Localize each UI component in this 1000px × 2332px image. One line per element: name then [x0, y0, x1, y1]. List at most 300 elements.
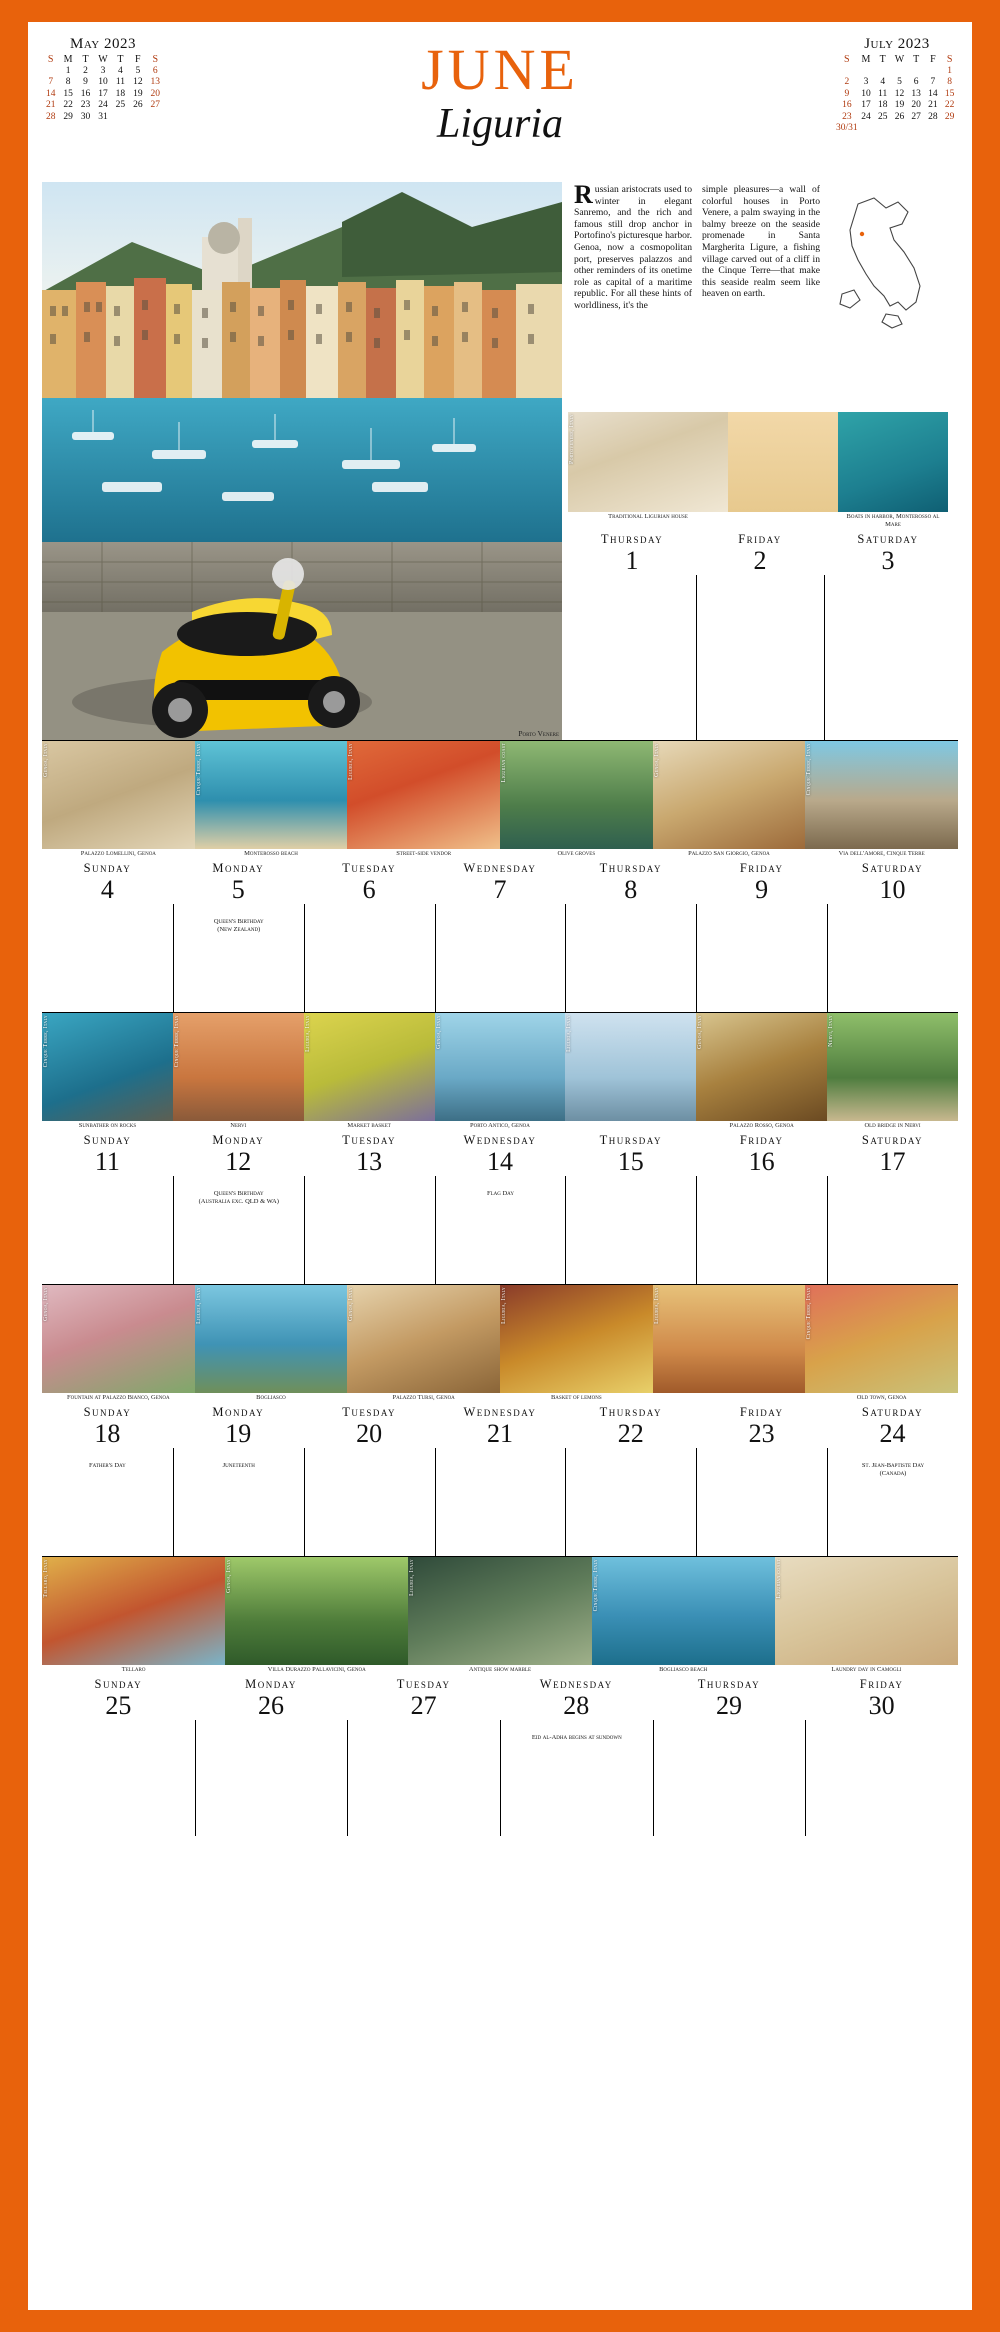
mini-cal-day: 30/31: [836, 123, 858, 133]
mini-cal-day: 16: [842, 100, 852, 110]
mini-cal-dow: W: [98, 54, 108, 65]
day-number[interactable]: 28: [563, 1691, 590, 1720]
day-note: Queen's Birthday (New Zealand): [213, 918, 264, 933]
intro-text-block: [568, 182, 958, 412]
photo-caption: Traditional Ligurian house: [608, 513, 688, 520]
photo-thumbnail: [42, 1013, 173, 1121]
week-4: [42, 1284, 958, 1556]
day-note: Eid al-Adha begins at sundown: [531, 1734, 622, 1741]
mini-cal-day: 28: [45, 111, 56, 122]
mini-cal-day: [874, 66, 891, 78]
day-number[interactable]: 9: [755, 875, 769, 904]
week-1-daygrid: [568, 575, 958, 740]
day-number[interactable]: 8: [624, 875, 638, 904]
photo-side-credit: Liguria, Italy: [304, 1015, 311, 1052]
mini-calendar-next-title: July 2023: [864, 36, 930, 52]
photo-thumbnail: [500, 741, 653, 849]
day-cell[interactable]: [568, 575, 696, 740]
day-name: Wednesday: [463, 1133, 537, 1147]
day-cell[interactable]: [827, 1448, 958, 1556]
photo-thumbnail: [568, 412, 728, 512]
day-cell[interactable]: [173, 1448, 304, 1556]
week-4-daygrid: [42, 1448, 958, 1556]
day-cell[interactable]: [827, 1176, 958, 1284]
photo-thumbnail: [565, 1013, 696, 1121]
week-4-photostrip: [42, 1285, 958, 1403]
mini-cal-week: [836, 77, 958, 89]
day-name: Wednesday: [463, 1405, 537, 1419]
mini-cal-day: 3: [100, 65, 106, 76]
photo-cell: [195, 1285, 348, 1403]
photo-side-credit: Portovenere, Italy: [569, 414, 575, 465]
day-name: Monday: [212, 1405, 265, 1419]
photo-caption: Palazzo Tursi, Genoa: [392, 1394, 455, 1401]
title-block: [164, 36, 836, 148]
mini-cal-day: [874, 123, 891, 135]
mini-cal-day: 20: [150, 88, 161, 99]
photo-cell: [435, 1013, 566, 1131]
mini-cal-day: [836, 66, 858, 78]
photo-side-credit: Ligurian coast: [500, 743, 507, 783]
mini-cal-week: [836, 66, 958, 78]
photo-side-credit: Cinque Terre, Italy: [806, 743, 813, 796]
day-name: Saturday: [861, 861, 924, 875]
calendar-header: [42, 32, 958, 180]
photo-caption: Basket of lemons: [550, 1394, 602, 1401]
day-name: Sunday: [83, 1133, 132, 1147]
mini-cal-day: 21: [45, 100, 56, 110]
photo-side-credit: Genoa, Italy: [435, 1015, 442, 1049]
intro-column-1: [574, 180, 692, 412]
day-cell[interactable]: [696, 904, 827, 1012]
mini-cal-day: 14: [928, 88, 938, 99]
mini-cal-day: 2: [844, 77, 850, 87]
day-cell[interactable]: [824, 575, 952, 740]
mini-cal-day: [908, 66, 925, 78]
mini-cal-day: 5: [897, 77, 902, 87]
mini-cal-week: [836, 123, 958, 135]
mini-cal-day: 9: [83, 77, 88, 87]
photo-cell: [408, 1557, 591, 1675]
photo-cell: [500, 741, 653, 859]
day-number[interactable]: 4: [100, 875, 114, 904]
mini-cal-dow: T: [879, 54, 886, 65]
photo-thumbnail: [592, 1557, 775, 1665]
mini-cal-dow: F: [135, 54, 141, 65]
hero-caption: Porto Venere: [518, 729, 559, 738]
photo-cell: [592, 1557, 775, 1675]
mini-cal-day: 27: [150, 100, 161, 110]
mini-cal-day: 11: [115, 77, 125, 87]
day-name: Wednesday: [463, 861, 537, 875]
day-number[interactable]: 1: [625, 546, 639, 575]
day-number[interactable]: 22: [617, 1419, 644, 1448]
day-name: Sunday: [83, 861, 132, 875]
day-number[interactable]: 11: [94, 1147, 120, 1176]
week-1-photostrip: [568, 412, 958, 530]
photo-caption: Bogliasco beach: [659, 1666, 708, 1673]
day-number[interactable]: 2: [753, 546, 767, 575]
mini-cal-dow: T: [117, 54, 124, 65]
week-2-daynumbers: [42, 876, 958, 904]
photo-side-credit: Tellaro, Italy: [43, 1559, 49, 1598]
mini-cal-day: 15: [944, 88, 955, 99]
day-name: Thursday: [599, 1405, 662, 1419]
photo-caption: Fountain at Palazzo Bianco, Genoa: [67, 1394, 170, 1401]
calendar-page: [28, 22, 972, 2310]
mini-calendar-previous-grid: [42, 54, 164, 123]
photo-cell: [225, 1557, 408, 1675]
day-number[interactable]: 25: [105, 1691, 132, 1720]
photo-cell: [775, 1557, 958, 1675]
mini-cal-day: 19: [133, 88, 143, 99]
mini-cal-day: 23: [842, 111, 852, 122]
day-name: Wednesday: [539, 1677, 613, 1691]
day-cell[interactable]: [696, 575, 824, 740]
photo-cell: [500, 1285, 653, 1403]
mini-cal-day: 6: [152, 65, 158, 76]
photo-thumbnail: [728, 412, 838, 512]
photo-cell: [653, 1285, 806, 1403]
day-name: Friday: [739, 1405, 784, 1419]
day-name: Thursday: [599, 861, 662, 875]
day-number[interactable]: 18: [94, 1419, 121, 1448]
mini-cal-dow: F: [930, 54, 936, 65]
mini-cal-week: [836, 112, 958, 124]
mini-cal-day: 8: [65, 77, 71, 87]
mini-cal-day: 11: [878, 88, 888, 99]
day-number[interactable]: 17: [879, 1147, 906, 1176]
day-cell[interactable]: [435, 904, 566, 1012]
day-number[interactable]: 21: [486, 1419, 513, 1448]
photo-cell: [568, 412, 728, 530]
photo-cell: [653, 741, 806, 859]
photo-caption: Palazzo Lomellini, Genoa: [80, 850, 156, 857]
day-cell[interactable]: [565, 1176, 696, 1284]
day-cell[interactable]: [304, 1176, 435, 1284]
photo-side-credit: Genoa, Italy: [43, 1287, 49, 1321]
day-name: Tuesday: [342, 1405, 397, 1419]
day-cell[interactable]: [827, 904, 958, 1012]
day-name: Monday: [245, 1677, 297, 1691]
mini-cal-dow: S: [946, 54, 953, 65]
mini-cal-day: 19: [894, 100, 905, 110]
mini-cal-dow: S: [152, 54, 159, 65]
mini-cal-day: 9: [844, 88, 850, 99]
day-note: Father's Day: [89, 1462, 126, 1469]
photo-cell: [565, 1013, 696, 1131]
mini-cal-day: 3: [863, 77, 869, 87]
day-number[interactable]: 24: [879, 1419, 906, 1448]
mini-cal-day: 14: [45, 88, 56, 99]
mini-calendar-next: [836, 36, 958, 135]
photo-cell: [696, 1013, 827, 1131]
day-cell[interactable]: [696, 1176, 827, 1284]
photo-side-credit: Liguria, Italy: [653, 1287, 660, 1324]
day-name: Thursday: [599, 1133, 662, 1147]
day-number[interactable]: 23: [748, 1419, 775, 1448]
day-name: Saturday: [861, 1133, 924, 1147]
mini-cal-day: 18: [115, 88, 126, 99]
mini-cal-day: 25: [877, 111, 888, 122]
day-cell[interactable]: [195, 1720, 348, 1836]
mini-cal-day: 10: [861, 88, 871, 99]
mini-cal-day: [42, 66, 59, 78]
photo-side-credit: Cinque Terre, Italy: [195, 743, 202, 796]
mini-cal-day: 17: [98, 88, 108, 99]
photo-caption: Palazzo Rosso, Genoa: [729, 1122, 794, 1129]
day-name: Thursday: [697, 1677, 761, 1691]
photo-caption: Antique show marble: [468, 1666, 532, 1673]
week-4-daynames: [42, 1403, 958, 1420]
mini-cal-week: [836, 100, 958, 112]
mini-cal-day: 1: [65, 65, 71, 76]
photo-cell: [728, 412, 838, 530]
photo-caption: Olive groves: [557, 850, 596, 857]
photo-thumbnail: [838, 412, 948, 512]
photo-cell: [838, 412, 948, 530]
day-cell[interactable]: [435, 1176, 566, 1284]
photo-thumbnail: [195, 741, 348, 849]
mini-cal-day: 1: [947, 65, 952, 76]
mini-cal-day: 6: [913, 77, 919, 87]
mini-cal-day: 26: [894, 111, 905, 122]
mini-cal-day: 13: [911, 88, 921, 99]
mini-cal-day: [925, 123, 942, 135]
photo-thumbnail: [42, 741, 195, 849]
mini-cal-day: 24: [98, 100, 108, 110]
mini-cal-day: [112, 112, 129, 124]
mini-cal-dow: W: [894, 54, 905, 65]
day-name: Monday: [212, 1133, 265, 1147]
day-cell[interactable]: [653, 1720, 806, 1836]
week-2-photostrip: [42, 741, 958, 859]
day-cell[interactable]: [565, 1448, 696, 1556]
mini-cal-day: 16: [80, 88, 91, 99]
day-number[interactable]: 16: [748, 1147, 775, 1176]
mini-cal-day: 29: [63, 111, 73, 122]
mini-cal-day: [147, 112, 164, 124]
photo-cell: [347, 1285, 500, 1403]
day-cell[interactable]: [304, 904, 435, 1012]
day-number[interactable]: 6: [362, 875, 376, 904]
day-name: Monday: [212, 861, 265, 875]
day-name: Sunday: [94, 1677, 143, 1691]
week-1-daynumbers: [568, 547, 958, 575]
mini-cal-day: 24: [861, 111, 871, 122]
photo-side-credit: Cinque Terre, Italy: [806, 1287, 813, 1340]
week-3-photostrip: [42, 1013, 958, 1131]
photo-thumbnail: [696, 1013, 827, 1121]
photo-caption: [565, 1121, 696, 1123]
day-name: Tuesday: [396, 1677, 451, 1691]
mini-cal-dow: M: [861, 54, 871, 65]
photo-caption: Old bridge in Nervi: [864, 1122, 921, 1129]
day-cell[interactable]: [42, 1720, 195, 1836]
photo-side-credit: Liguria, Italy: [195, 1287, 202, 1324]
week-5-photostrip: [42, 1557, 958, 1675]
photo-side-credit: Cinque Terre, Italy: [173, 1015, 180, 1068]
mini-cal-dow: S: [47, 54, 54, 65]
day-cell[interactable]: [805, 1720, 958, 1836]
mini-cal-day: 20: [911, 100, 921, 110]
mini-cal-day: 26: [133, 100, 143, 110]
mini-cal-day: 18: [877, 100, 888, 110]
day-cell[interactable]: [42, 1448, 173, 1556]
day-number[interactable]: 29: [715, 1691, 742, 1720]
photo-cell: [827, 1013, 958, 1131]
mini-calendar-next-grid: [836, 54, 958, 135]
photo-thumbnail: [304, 1013, 435, 1121]
photo-caption: Boats in harbor, Monterosso al Mare: [846, 513, 940, 528]
photo-side-credit: Genoa, Italy: [348, 1287, 355, 1321]
day-cell[interactable]: [173, 1176, 304, 1284]
photo-side-credit: Ligurian coast: [775, 1559, 782, 1599]
week-3-daynames: [42, 1131, 958, 1148]
photo-caption: Sunbather on rocks: [78, 1122, 137, 1129]
day-name: Sunday: [83, 1405, 132, 1419]
mini-cal-day: 31: [98, 111, 108, 122]
day-name: Friday: [859, 1677, 904, 1691]
photo-cell: [304, 1013, 435, 1131]
day-cell[interactable]: [173, 904, 304, 1012]
photo-cell: [173, 1013, 304, 1131]
photo-cell: [42, 1557, 225, 1675]
photo-thumbnail: [408, 1557, 591, 1665]
photo-side-credit: Genoa, Italy: [697, 1015, 704, 1049]
photo-caption: Old town, Genoa: [856, 1394, 907, 1401]
photo-thumbnail: [347, 1285, 500, 1393]
mini-cal-day: 28: [928, 111, 938, 122]
photo-side-credit: Liguria, Italy: [566, 1015, 573, 1052]
day-cell[interactable]: [42, 1176, 173, 1284]
photo-thumbnail: [42, 1285, 195, 1393]
mini-cal-day: 15: [63, 88, 73, 99]
mini-cal-day: [941, 123, 958, 135]
week-1-block: [568, 412, 958, 740]
photo-caption: Nervi: [230, 1122, 247, 1129]
photo-cell: [42, 1285, 195, 1403]
mini-cal-week: [42, 112, 164, 124]
mini-cal-day: 4: [880, 77, 886, 87]
day-number[interactable]: 26: [257, 1691, 284, 1720]
day-cell[interactable]: [347, 1720, 500, 1836]
photo-thumbnail: [173, 1013, 304, 1121]
photo-side-credit: Genoa, Italy: [653, 743, 660, 777]
photo-side-credit: Nervi, Italy: [828, 1015, 835, 1047]
mini-cal-day: 12: [894, 88, 905, 99]
photo-thumbnail: [435, 1013, 566, 1121]
photo-thumbnail: [805, 1285, 958, 1393]
photo-thumbnail: [805, 741, 958, 849]
mini-cal-day: 10: [98, 77, 108, 87]
photo-side-credit: Cinque Terre, Italy: [43, 1015, 49, 1068]
day-cell[interactable]: [42, 904, 173, 1012]
hero-photo: [42, 182, 562, 740]
photo-thumbnail: [653, 741, 806, 849]
day-note: St. Jean-Baptiste Day (Canada): [861, 1462, 925, 1477]
week-5-daynumbers: [42, 1692, 958, 1720]
mini-cal-day: 8: [947, 77, 952, 87]
photo-side-credit: Cinque Terre, Italy: [592, 1559, 599, 1612]
day-name: Thursday: [600, 532, 664, 546]
photo-side-credit: Genoa, Italy: [226, 1559, 233, 1593]
photo-caption: Bogliasco: [256, 1394, 286, 1401]
mini-cal-day: 23: [80, 100, 91, 110]
week-5: [42, 1556, 958, 1836]
photo-caption: Porto Antico, Genoa: [470, 1122, 530, 1129]
mini-cal-week: [42, 100, 164, 112]
day-number[interactable]: 30: [868, 1691, 895, 1720]
photo-caption: [728, 512, 838, 514]
photo-caption: Via dell'Amore, Cinque Terre: [838, 850, 925, 857]
month-title: JUNE: [421, 37, 579, 102]
mini-cal-day: [858, 123, 875, 135]
day-number[interactable]: 19: [225, 1419, 252, 1448]
photo-thumbnail: [775, 1557, 958, 1665]
day-cell[interactable]: [565, 904, 696, 1012]
mini-cal-week: [42, 89, 164, 101]
day-number[interactable]: 10: [879, 875, 906, 904]
day-name: Friday: [739, 1133, 784, 1147]
mini-cal-week: [42, 77, 164, 89]
day-number[interactable]: 20: [356, 1419, 383, 1448]
mini-cal-day: 12: [133, 77, 143, 87]
week-5-daynames: [42, 1675, 958, 1692]
day-cell[interactable]: [435, 1448, 566, 1556]
mini-cal-week: [42, 66, 164, 78]
mini-cal-day: [129, 112, 146, 124]
mini-cal-dow: T: [913, 54, 920, 65]
photo-caption: Market basket: [347, 1122, 391, 1129]
mini-cal-day: 30: [80, 111, 91, 122]
mini-cal-dow: T: [82, 54, 89, 65]
day-cell[interactable]: [500, 1720, 653, 1836]
mini-cal-dow: M: [63, 54, 73, 65]
intro-dropcap: R: [574, 180, 593, 209]
photo-caption: [653, 1393, 806, 1395]
photo-thumbnail: [827, 1013, 958, 1121]
mini-cal-day: 2: [83, 65, 88, 76]
day-number[interactable]: 3: [881, 546, 895, 575]
day-number[interactable]: 5: [231, 875, 245, 904]
mini-cal-day: 17: [861, 100, 871, 110]
day-note: Queen's Birthday (Australia exc. QLD & WA): [198, 1190, 279, 1205]
day-cell[interactable]: [304, 1448, 435, 1556]
photo-thumbnail: [653, 1285, 806, 1393]
day-name: Friday: [739, 861, 784, 875]
day-name: Saturday: [861, 1405, 924, 1419]
day-number[interactable]: 27: [410, 1691, 437, 1720]
day-number[interactable]: 7: [493, 875, 507, 904]
day-number[interactable]: 13: [356, 1147, 383, 1176]
photo-thumbnail: [347, 741, 500, 849]
day-number[interactable]: 15: [617, 1147, 644, 1176]
week-4-daynumbers: [42, 1420, 958, 1448]
day-number[interactable]: 12: [225, 1147, 252, 1176]
day-number[interactable]: 14: [486, 1147, 513, 1176]
photo-thumbnail: [500, 1285, 653, 1393]
photo-side-credit: Liguria, Italy: [348, 743, 355, 780]
mini-cal-day: 22: [63, 100, 73, 110]
italy-map: [830, 184, 956, 412]
day-cell[interactable]: [696, 1448, 827, 1556]
mini-cal-day: 27: [911, 111, 921, 122]
mini-cal-day: 13: [150, 77, 161, 87]
mini-cal-day: [925, 66, 942, 78]
photo-side-credit: Genoa, Italy: [43, 743, 49, 777]
photo-caption: Monterosso beach: [244, 850, 298, 857]
